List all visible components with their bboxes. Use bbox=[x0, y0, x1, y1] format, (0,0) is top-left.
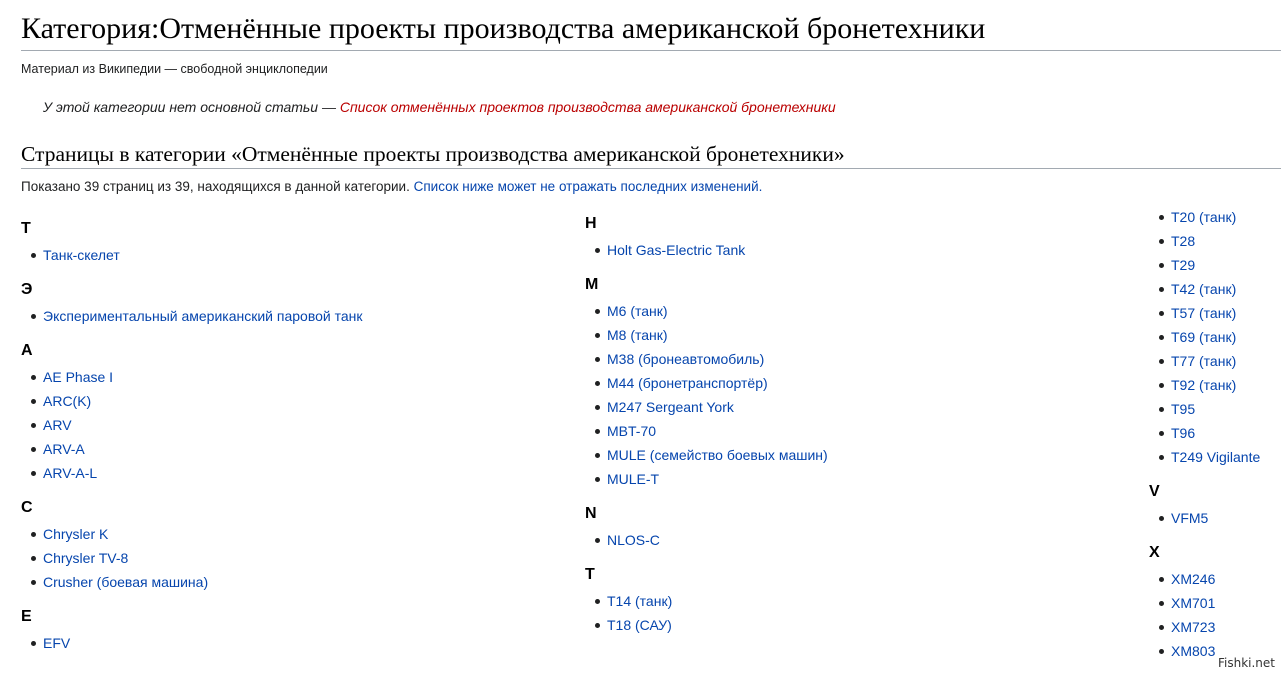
category-group bbox=[585, 214, 828, 262]
group-letter: M bbox=[585, 276, 599, 293]
category-page-link[interactable]: T92 (танк) bbox=[1171, 377, 1237, 393]
category-page-link[interactable]: Crusher (боевая машина) bbox=[43, 574, 209, 590]
list-item bbox=[585, 467, 828, 491]
category-page-link[interactable]: T42 (танк) bbox=[1171, 281, 1237, 297]
category-page-link[interactable]: MULE-T bbox=[607, 471, 660, 487]
list-item bbox=[21, 631, 363, 655]
category-page-link[interactable]: T77 (танк) bbox=[1171, 353, 1237, 369]
category-page-link[interactable]: T14 (танк) bbox=[607, 593, 673, 609]
list-item bbox=[585, 371, 828, 395]
category-list bbox=[21, 522, 363, 594]
group-letter: C bbox=[21, 499, 33, 516]
list-item bbox=[21, 304, 363, 328]
list-item bbox=[21, 413, 363, 437]
category-page-link[interactable]: ARV bbox=[43, 417, 72, 433]
category-page-link[interactable]: ARC(K) bbox=[43, 393, 92, 409]
list-item bbox=[1149, 229, 1260, 253]
page-title: Категория:Отменённые проекты производства американской бронетехники bbox=[21, 8, 1281, 51]
category-page-link[interactable]: XM246 bbox=[1171, 571, 1216, 587]
list-item bbox=[1149, 205, 1260, 229]
list-item bbox=[585, 528, 828, 552]
category-group bbox=[585, 565, 828, 637]
category-group bbox=[1149, 543, 1260, 663]
hatnote-prefix: У этой категории нет основной статьи — bbox=[43, 99, 340, 115]
hatnote bbox=[43, 98, 836, 116]
category-page-link[interactable]: T69 (танк) bbox=[1171, 329, 1237, 345]
group-letter: T bbox=[585, 566, 595, 583]
category-page-link[interactable]: Holt Gas-Electric Tank bbox=[607, 242, 746, 258]
list-item bbox=[21, 461, 363, 485]
category-page-link[interactable]: T249 Vigilante bbox=[1171, 449, 1261, 465]
list-item bbox=[1149, 397, 1260, 421]
group-letter: H bbox=[585, 215, 597, 232]
category-list bbox=[585, 528, 828, 552]
list-item bbox=[1149, 506, 1260, 530]
category-list bbox=[1149, 506, 1260, 530]
category-page-link[interactable]: T20 (танк) bbox=[1171, 209, 1237, 225]
category-page-link[interactable]: M247 Sergeant York bbox=[607, 399, 734, 415]
page-count-line bbox=[21, 179, 762, 195]
category-list bbox=[1149, 567, 1260, 663]
list-item bbox=[1149, 373, 1260, 397]
category-page-link[interactable]: NLOS-C bbox=[607, 532, 660, 548]
category-page-link[interactable]: ARV-A-L bbox=[43, 465, 98, 481]
category-page-link[interactable]: T28 bbox=[1171, 233, 1196, 249]
list-item bbox=[21, 437, 363, 461]
list-item bbox=[585, 589, 828, 613]
category-list bbox=[21, 304, 363, 328]
category-list bbox=[21, 243, 363, 267]
category-page-link[interactable]: T57 (танк) bbox=[1171, 305, 1237, 321]
list-item bbox=[585, 238, 828, 262]
category-page-link[interactable]: M38 (бронеавтомобиль) bbox=[607, 351, 765, 367]
category-group bbox=[21, 341, 363, 485]
category-page-link[interactable]: EFV bbox=[43, 635, 71, 651]
category-list bbox=[21, 631, 363, 655]
category-column-2 bbox=[585, 200, 828, 637]
category-page-link[interactable]: Chrysler TV-8 bbox=[43, 550, 129, 566]
list-item bbox=[1149, 301, 1260, 325]
category-page-link[interactable]: M8 (танк) bbox=[607, 327, 668, 343]
category-group bbox=[1149, 482, 1260, 530]
category-page-link[interactable]: XM723 bbox=[1171, 619, 1216, 635]
list-item bbox=[21, 365, 363, 389]
list-item bbox=[1149, 253, 1260, 277]
category-list bbox=[585, 589, 828, 637]
group-letter: E bbox=[21, 608, 32, 625]
page-count-text: Показано 39 страниц из 39, находящихся в данной категории. bbox=[21, 179, 414, 194]
category-page-link[interactable]: Chrysler K bbox=[43, 526, 109, 542]
category-list bbox=[585, 238, 828, 262]
list-item bbox=[1149, 349, 1260, 373]
group-letter: X bbox=[1149, 544, 1160, 561]
category-page-link[interactable]: Экспериментальный американский паровой танк bbox=[43, 308, 363, 324]
category-group bbox=[21, 280, 363, 328]
category-page-link[interactable]: Танк-скелет bbox=[43, 247, 120, 263]
category-group bbox=[21, 607, 363, 655]
category-page-link[interactable]: M6 (танк) bbox=[607, 303, 668, 319]
category-page-link[interactable]: T18 (САУ) bbox=[607, 617, 672, 633]
group-letter: N bbox=[585, 505, 597, 522]
category-page-link[interactable]: MBT-70 bbox=[607, 423, 657, 439]
list-item bbox=[21, 546, 363, 570]
group-letter: A bbox=[21, 342, 33, 359]
category-group bbox=[585, 275, 828, 491]
list-item bbox=[585, 347, 828, 371]
category-list bbox=[585, 299, 828, 491]
watermark-text: Fishki.net bbox=[1217, 656, 1275, 670]
category-list bbox=[1149, 205, 1260, 469]
list-item bbox=[21, 389, 363, 413]
category-page-link[interactable]: M44 (бронетранспортёр) bbox=[607, 375, 768, 391]
hatnote-redlink[interactable]: Список отменённых проектов производства американской бронетехники bbox=[339, 99, 836, 115]
section-heading: Страницы в категории «Отменённые проекты производства американской бронетехники» bbox=[21, 140, 1281, 169]
list-item bbox=[1149, 567, 1260, 591]
category-page-link[interactable]: T29 bbox=[1171, 257, 1196, 273]
category-page-link[interactable]: AE Phase I bbox=[43, 369, 114, 385]
category-column-1 bbox=[21, 205, 363, 655]
stale-list-link[interactable]: Список ниже может не отражать последних изменений. bbox=[413, 179, 763, 194]
list-item bbox=[21, 243, 363, 267]
list-item bbox=[1149, 591, 1260, 615]
list-item bbox=[585, 395, 828, 419]
list-item bbox=[1149, 615, 1260, 639]
list-item bbox=[585, 419, 828, 443]
category-group bbox=[21, 498, 363, 594]
category-page-link[interactable]: MULE (семейство боевых машин) bbox=[607, 447, 828, 463]
category-page-link[interactable]: XM803 bbox=[1171, 643, 1216, 659]
category-list bbox=[21, 365, 363, 485]
category-group bbox=[21, 219, 363, 267]
category-page-link[interactable]: VFM5 bbox=[1171, 510, 1209, 526]
list-item bbox=[21, 570, 363, 594]
category-page-link[interactable]: ARV-A bbox=[43, 441, 85, 457]
list-item bbox=[585, 443, 828, 467]
list-item bbox=[585, 613, 828, 637]
list-item bbox=[21, 522, 363, 546]
list-item bbox=[1149, 445, 1260, 469]
group-letter: Т bbox=[21, 220, 31, 237]
list-item bbox=[1149, 277, 1260, 301]
category-page-link[interactable]: T96 bbox=[1171, 425, 1196, 441]
category-group-continued bbox=[1149, 205, 1260, 469]
site-subtitle: Материал из Википедии — свободной энциклопедии bbox=[21, 62, 328, 76]
category-page-link[interactable]: XM701 bbox=[1171, 595, 1216, 611]
list-item bbox=[1149, 325, 1260, 349]
category-page-link[interactable]: T95 bbox=[1171, 401, 1196, 417]
group-letter: V bbox=[1149, 483, 1160, 500]
category-group bbox=[585, 504, 828, 552]
list-item bbox=[585, 299, 828, 323]
group-letter: Э bbox=[21, 281, 33, 298]
list-item bbox=[585, 323, 828, 347]
category-column-3 bbox=[1149, 205, 1260, 663]
list-item bbox=[1149, 421, 1260, 445]
